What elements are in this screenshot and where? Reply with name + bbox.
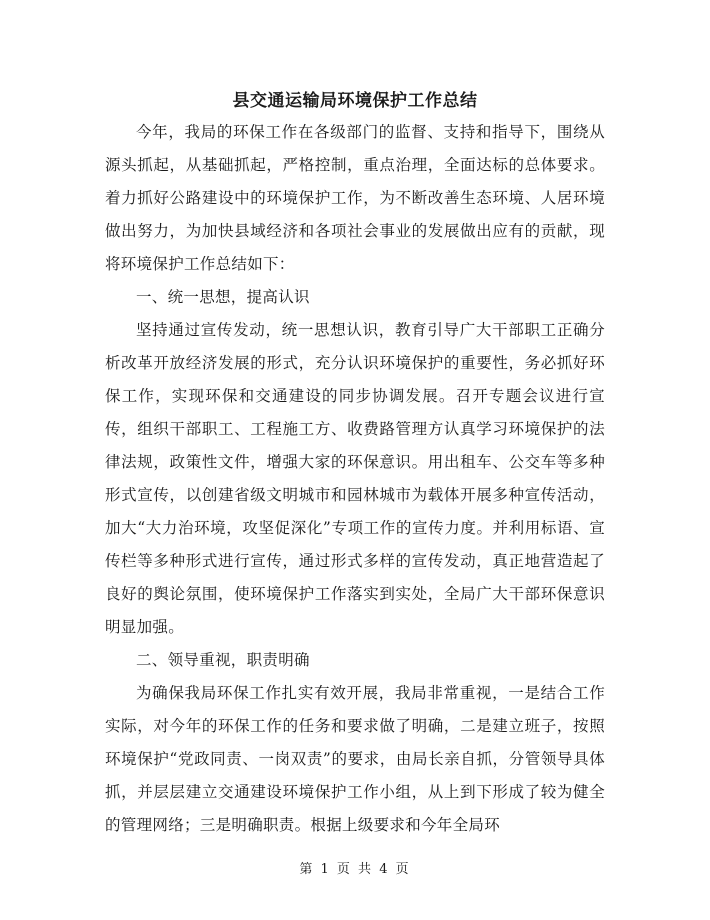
section-2-paragraph: 为确保我局环保工作扎实有效开展，我局非常重视，一是结合工作实际，对今年的环保工作的任务和要求做了明确，二是建立班子，按照环境保护“党政同责、一岗双责”的要求，由局长亲自抓，分管领导具体抓，并层层建立交通建设环境保护工作小组，从上到下形成了较为健全的管理网络；三是明确职责。根据上级要求和今年全局环 [105,684,605,834]
section-1-paragraph: 坚持通过宣传发动，统一思想认识，教育引导广大干部职工正确分析改革开放经济发展的形式，充分认识环境保护的重要性，务必抓好环保工作，实现环保和交通建设的同步协调发展。召开专题会议进行宣传，组织干部职工、工程施工方、收费路管理方认真学习环境保护的法律法规，政策性文件，增强大家的环保意识。用出租车、公交车等多种形式宣传，以创建省级文明城市和园林城市为载体开展多种宣传活动，加大“大力治环境，攻坚促深化”专项工作的宣传力度。并利用标语、宣传栏等多种形式进行宣传，通过形式多样的宣传发动，真正地营造起了良好的舆论氛围，使环境保护工作落实到实处，全局广大干部环保意识明显加强。 [105,321,605,636]
intro-paragraph: 今年，我局的环保工作在各级部门的监督、支持和指导下，围绕从源头抓起，从基础抓起，严格控制，重点治理，全面达标的总体要求。着力抓好公路建设中的环境保护工作，为不断改善生态环境、人居环境做出努力，为加快县域经济和各项社会事业的发展做出应有的贡献，现将环境保护工作总结如下： [105,123,605,273]
document-body [105,116,605,842]
section-heading-1: 一、统一思想，提高认识 [136,288,310,306]
page-number-footer: 第 1 页 共 4 页 [299,862,411,877]
section-heading-2: 二、领导重视，职责明确 [136,651,310,669]
document-title: 县交通运输局环境保护工作总结 [232,91,478,111]
